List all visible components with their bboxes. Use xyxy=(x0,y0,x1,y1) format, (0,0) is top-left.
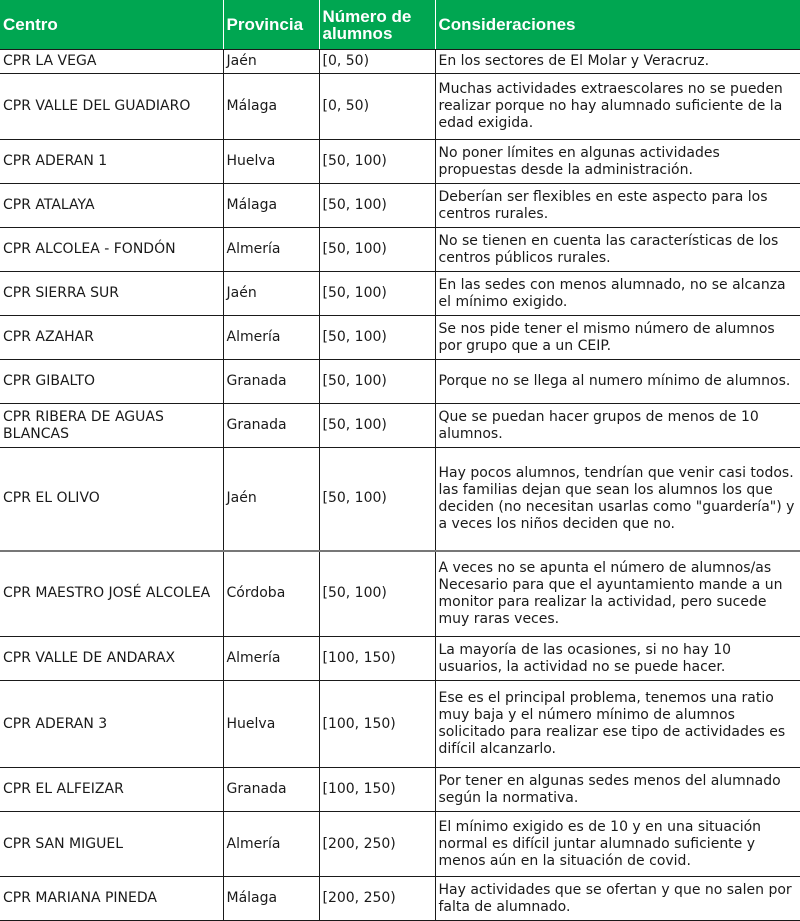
cell-numero: [50, 100) xyxy=(319,316,435,360)
table-row xyxy=(0,404,800,448)
cell-provincia: Almería xyxy=(223,812,319,877)
cell-provincia: Granada xyxy=(223,768,319,812)
cell-centro: CPR VALLE DEL GUADIARO xyxy=(0,74,223,140)
cell-provincia: Málaga xyxy=(223,184,319,228)
cell-centro: CPR AZAHAR xyxy=(0,316,223,360)
cell-consideraciones: Hay actividades que se ofertan y que no salen por falta de alumnado. xyxy=(435,877,800,921)
cell-consideraciones: Muchas actividades extraescolares no se pueden realizar porque no hay alumnado suficiente de la edad exigida. xyxy=(435,74,800,140)
cell-numero: [50, 100) xyxy=(319,360,435,404)
table-row xyxy=(0,228,800,272)
cell-centro: CPR EL ALFEIZAR xyxy=(0,768,223,812)
table-row xyxy=(0,768,800,812)
cell-provincia: Jaén xyxy=(223,448,319,551)
table-row xyxy=(0,551,800,637)
table-row xyxy=(0,877,800,921)
cell-centro: CPR ADERAN 3 xyxy=(0,681,223,768)
cell-provincia: Málaga xyxy=(223,74,319,140)
table-row xyxy=(0,637,800,681)
cell-centro: CPR ATALAYA xyxy=(0,184,223,228)
cell-provincia: Córdoba xyxy=(223,551,319,637)
cell-numero: [50, 100) xyxy=(319,448,435,551)
table-row xyxy=(0,50,800,74)
table-row xyxy=(0,184,800,228)
header-consideraciones: Consideraciones xyxy=(435,0,800,50)
cell-numero: [200, 250) xyxy=(319,877,435,921)
cell-centro: CPR RIBERA DE AGUAS BLANCAS xyxy=(0,404,223,448)
cell-consideraciones: Hay pocos alumnos, tendrían que venir casi todos. las familias dejan que sean los alumnos los que deciden (no necesitan usarlas como "guardería") y a veces los niños deciden que no. xyxy=(435,448,800,551)
cell-consideraciones: Deberían ser flexibles en este aspecto para los centros rurales. xyxy=(435,184,800,228)
table-row xyxy=(0,448,800,551)
cell-centro: CPR MAESTRO JOSÉ ALCOLEA xyxy=(0,551,223,637)
cell-numero: [50, 100) xyxy=(319,140,435,184)
table-row xyxy=(0,681,800,768)
cell-consideraciones: No poner límites en algunas actividades propuestas desde la administración. xyxy=(435,140,800,184)
cell-provincia: Almería xyxy=(223,228,319,272)
header-centro: Centro xyxy=(0,0,223,50)
cell-provincia: Almería xyxy=(223,316,319,360)
cell-centro: CPR SAN MIGUEL xyxy=(0,812,223,877)
cell-centro: CPR GIBALTO xyxy=(0,360,223,404)
cell-consideraciones: Se nos pide tener el mismo número de alumnos por grupo que a un CEIP. xyxy=(435,316,800,360)
cell-centro: CPR MARIANA PINEDA xyxy=(0,877,223,921)
cell-numero: [50, 100) xyxy=(319,551,435,637)
table-row xyxy=(0,74,800,140)
table-header-row xyxy=(0,0,800,50)
cell-provincia: Jaén xyxy=(223,272,319,316)
cell-centro: CPR EL OLIVO xyxy=(0,448,223,551)
cell-centro: CPR SIERRA SUR xyxy=(0,272,223,316)
header-provincia: Provincia xyxy=(223,0,319,50)
cell-centro: CPR ADERAN 1 xyxy=(0,140,223,184)
cell-consideraciones: Ese es el principal problema, tenemos una ratio muy baja y el número mínimo de alumnos solicitado para realizar ese tipo de actividades es difícil alcanzarlo. xyxy=(435,681,800,768)
table-row xyxy=(0,812,800,877)
cell-numero: [200, 250) xyxy=(319,812,435,877)
cell-centro: CPR ALCOLEA - FONDÓN xyxy=(0,228,223,272)
cell-numero: [100, 150) xyxy=(319,768,435,812)
cell-numero: [50, 100) xyxy=(319,184,435,228)
cell-numero: [0, 50) xyxy=(319,50,435,74)
cell-provincia: Málaga xyxy=(223,877,319,921)
cell-numero: [50, 100) xyxy=(319,228,435,272)
table-row xyxy=(0,272,800,316)
cell-provincia: Jaén xyxy=(223,50,319,74)
cell-centro: CPR VALLE DE ANDARAX xyxy=(0,637,223,681)
cell-consideraciones: En los sectores de El Molar y Veracruz. xyxy=(435,50,800,74)
cell-provincia: Huelva xyxy=(223,681,319,768)
cell-consideraciones: La mayoría de las ocasiones, si no hay 10 usuarios, la actividad no se puede hacer. xyxy=(435,637,800,681)
cell-numero: [100, 150) xyxy=(319,681,435,768)
cell-provincia: Granada xyxy=(223,404,319,448)
cell-centro: CPR LA VEGA xyxy=(0,50,223,74)
table-row xyxy=(0,140,800,184)
cell-provincia: Almería xyxy=(223,637,319,681)
cell-consideraciones: En las sedes con menos alumnado, no se alcanza el mínimo exigido. xyxy=(435,272,800,316)
header-numero-alumnos: Número de alumnos xyxy=(319,0,435,50)
cell-provincia: Huelva xyxy=(223,140,319,184)
cell-consideraciones: Por tener en algunas sedes menos del alumnado según la normativa. xyxy=(435,768,800,812)
cell-provincia: Granada xyxy=(223,360,319,404)
cell-numero: [0, 50) xyxy=(319,74,435,140)
cell-consideraciones: A veces no se apunta el número de alumnos/as Necesario para que el ayuntamiento mande a un monitor para realizar la actividad, pero sucede muy raras veces. xyxy=(435,551,800,637)
cell-consideraciones: No se tienen en cuenta las características de los centros públicos rurales. xyxy=(435,228,800,272)
cell-numero: [50, 100) xyxy=(319,272,435,316)
table-row xyxy=(0,316,800,360)
cell-consideraciones: Que se puedan hacer grupos de menos de 10 alumnos. xyxy=(435,404,800,448)
table-row xyxy=(0,360,800,404)
cell-consideraciones: El mínimo exigido es de 10 y en una situación normal es difícil juntar alumnado suficiente y menos aún en la situación de covid. xyxy=(435,812,800,877)
cell-numero: [50, 100) xyxy=(319,404,435,448)
cell-consideraciones: Porque no se llega al numero mínimo de alumnos. xyxy=(435,360,800,404)
cell-numero: [100, 150) xyxy=(319,637,435,681)
